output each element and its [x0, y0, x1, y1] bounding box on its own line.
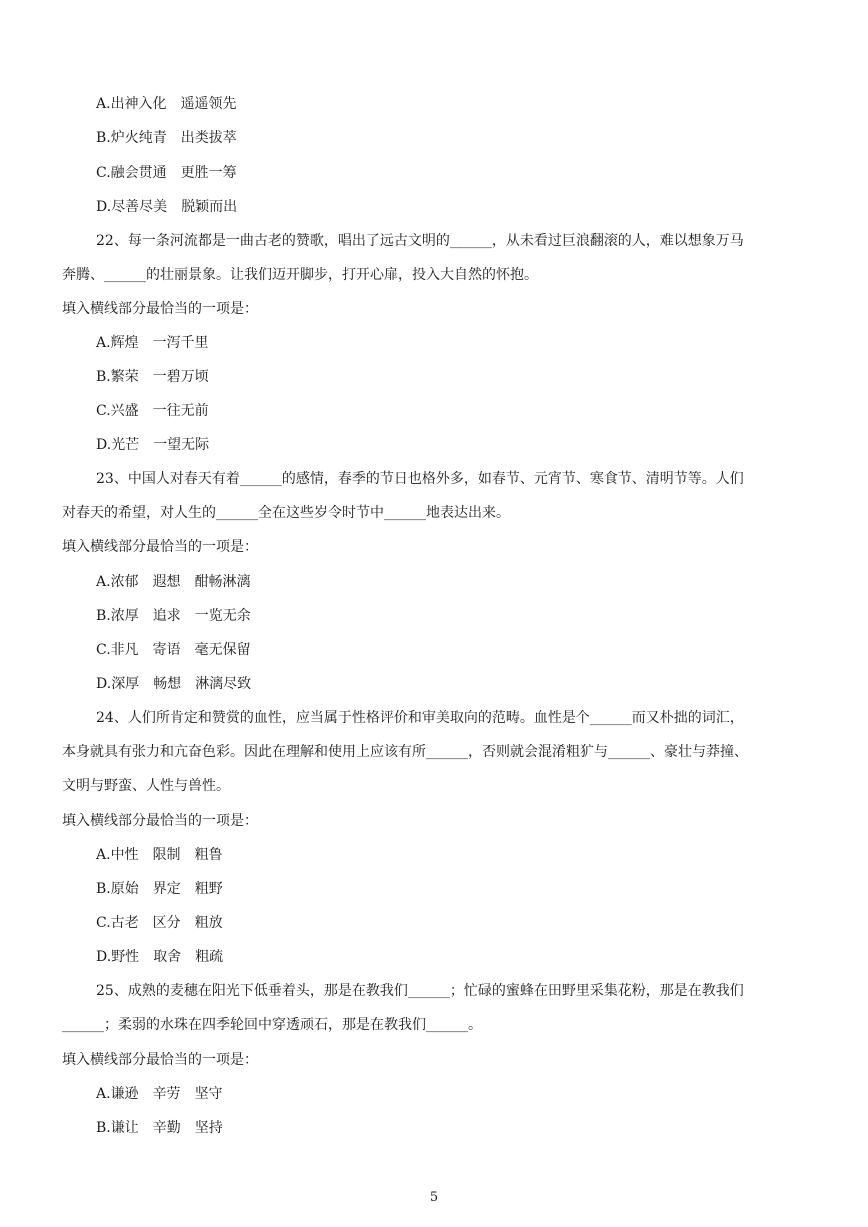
q24-prompt: 填入横线部分最恰当的一项是：	[62, 813, 258, 829]
q23-option-c: C.非凡 寄语 毫无保留	[96, 642, 251, 658]
q25-stem-line-2: ______；柔弱的水珠在四季轮回中穿透顽石，那是在教我们______。	[62, 1017, 482, 1033]
q21-option-b: B.炉火纯青 出类拔萃	[96, 130, 237, 146]
q24-option-a: A.中性 限制 粗鲁	[96, 847, 223, 863]
q24-option-d: D.野性 取舍 粗疏	[96, 949, 224, 965]
q22-prompt: 填入横线部分最恰当的一项是：	[62, 301, 258, 317]
q23-stem-line-2: 对春天的希望，对人生的______全在这些岁令时节中______地表达出来。	[62, 505, 510, 521]
page-number: 5	[429, 1190, 439, 1205]
q23-stem-line-1: 23、中国人对春天有着______的感情，春季的节日也格外多，如春节、元宵节、寒食节、清明节等。人们	[96, 471, 744, 487]
q22-option-d: D.光芒 一望无际	[96, 437, 210, 453]
q22-option-b: B.繁荣 一碧万顷	[96, 369, 209, 385]
q21-option-d: D.尽善尽美 脱颖而出	[96, 199, 238, 215]
q22-stem-line-2: 奔腾、______的壮丽景象。让我们迈开脚步，打开心扉，投入大自然的怀抱。	[62, 267, 538, 283]
q24-option-b: B.原始 界定 粗野	[96, 881, 223, 897]
q25-option-a: A.谦逊 辛劳 坚守	[96, 1086, 223, 1102]
q23-prompt: 填入横线部分最恰当的一项是：	[62, 539, 258, 555]
q25-prompt: 填入横线部分最恰当的一项是：	[62, 1052, 258, 1068]
q24-option-c: C.古老 区分 粗放	[96, 915, 223, 931]
q23-option-d: D.深厚 畅想 淋漓尽致	[96, 676, 252, 692]
q24-stem-line-1: 24、人们所肯定和赞赏的血性，应当属于性格评价和审美取向的范畴。血性是个______而又朴拙的词汇，	[96, 710, 744, 726]
q23-option-a: A.浓郁 遐想 酣畅淋漓	[96, 574, 251, 590]
q21-option-a: A.出神入化 遥遥领先	[96, 96, 237, 112]
q22-stem-line-1: 22、每一条河流都是一曲古老的赞歌，唱出了远古文明的______，从未看过巨浪翻滚的人，难以想象万马	[96, 233, 744, 249]
q21-option-c: C.融会贯通 更胜一筹	[96, 165, 237, 181]
q25-stem-line-1: 25、成熟的麦穗在阳光下低垂着头，那是在教我们______；忙碌的蜜蜂在田野里采集花粉，那是在教我们	[96, 983, 744, 999]
q22-option-a: A.辉煌 一泻千里	[96, 335, 209, 351]
q24-stem-line-2: 本身就具有张力和亢奋色彩。因此在理解和使用上应该有所______，否则就会混淆粗犷与______、豪壮与莽撞、	[62, 744, 748, 760]
q22-option-c: C.兴盛 一往无前	[96, 403, 209, 419]
q24-stem-line-3: 文明与野蛮、人性与兽性。	[62, 778, 230, 794]
q25-option-b: B.谦让 辛勤 坚持	[96, 1120, 223, 1136]
q23-option-b: B.浓厚 追求 一览无余	[96, 608, 251, 624]
